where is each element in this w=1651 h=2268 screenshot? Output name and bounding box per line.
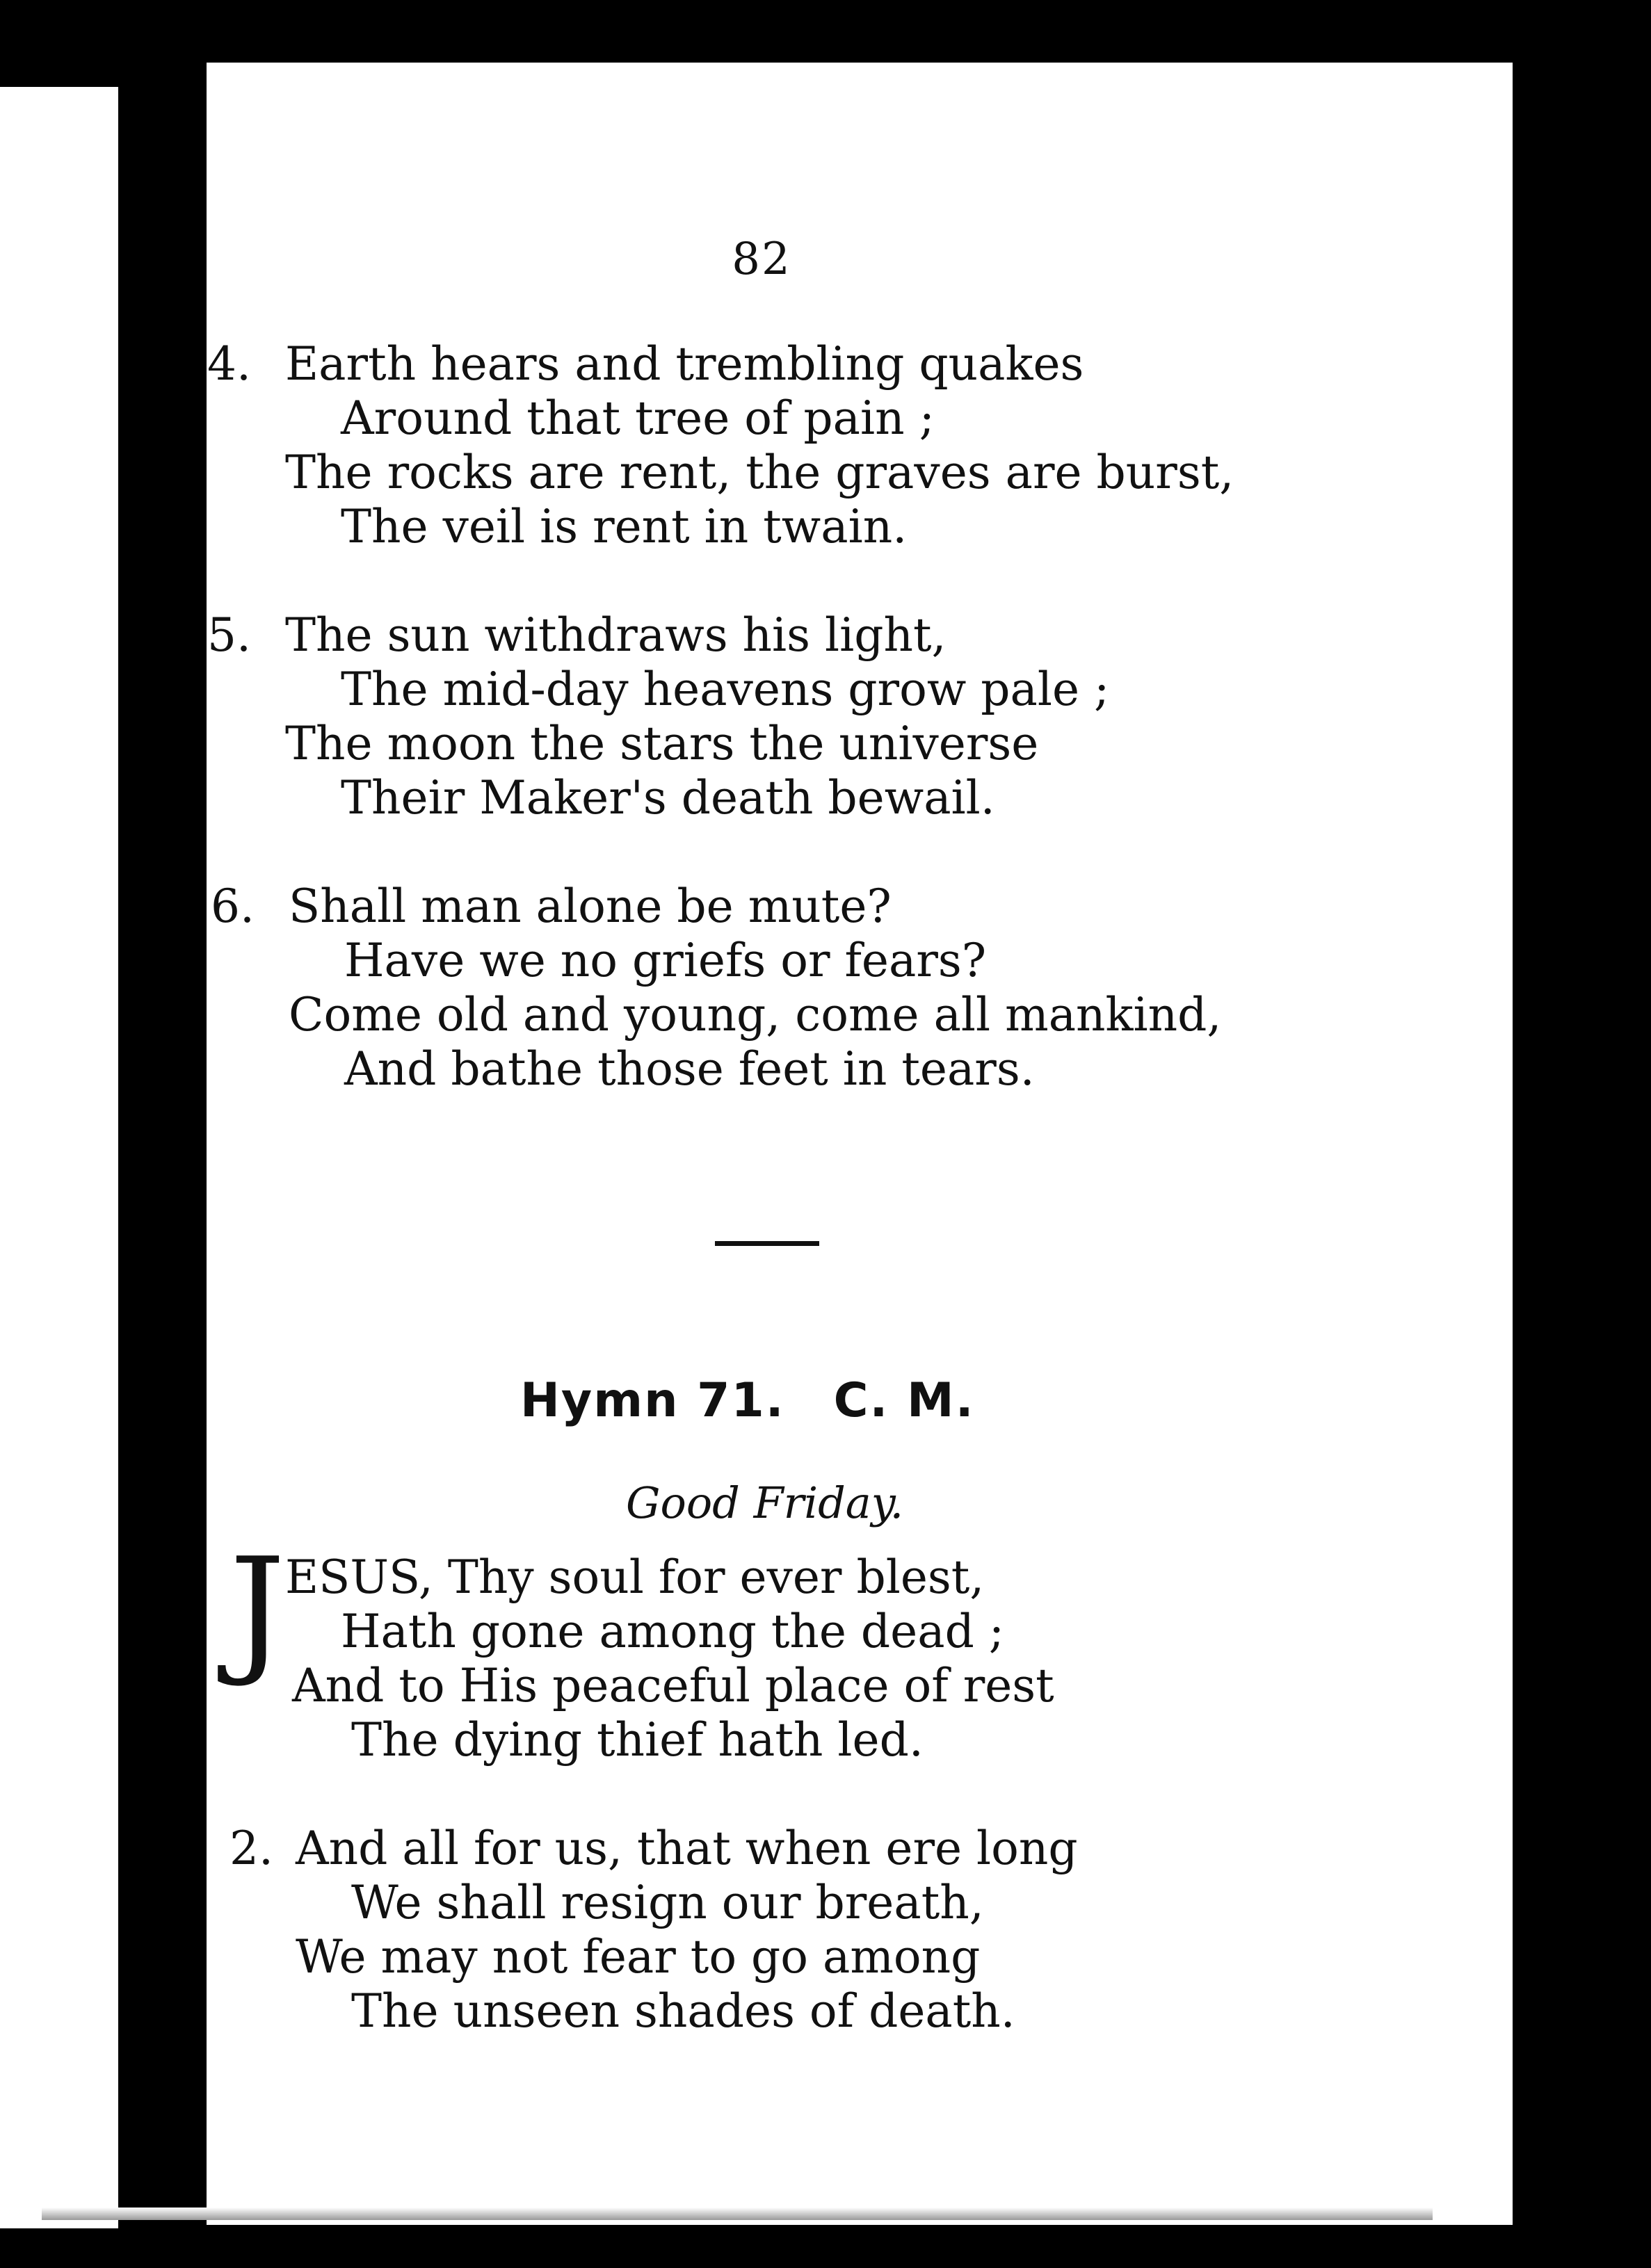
stanza-line: We shall resign our breath,: [351, 1876, 984, 1929]
stanza-line: Come old and young, come all mankind,: [289, 988, 1222, 1042]
stanza-number: 6.: [211, 880, 255, 933]
hymn-metre: C. M.: [833, 1373, 975, 1428]
drop-cap: J: [229, 1528, 286, 1690]
stanza-6: [211, 880, 1222, 1096]
hymn-stanza-2: [229, 1822, 1078, 2039]
stanza-line: The veil is rent in twain.: [341, 500, 908, 553]
section-divider: [715, 1241, 819, 1246]
stanza-line: The rocks are rent, the graves are burst,: [285, 446, 1234, 499]
stanza-number: 2.: [229, 1822, 273, 1875]
line-text: And all for us, that when ere long: [296, 1822, 1078, 1875]
hymn-title: [520, 1373, 975, 1428]
stanza-line: And to His peaceful place of rest: [292, 1659, 1054, 1712]
stanza-line: We may not fear to go among: [296, 1930, 981, 1984]
line-text: Shall man alone be mute?: [289, 880, 892, 933]
stanza-line: [229, 1822, 1078, 1876]
stanza-line: Their Maker's death bewail.: [341, 771, 995, 825]
stanza-number: 5.: [207, 608, 251, 662]
stanza-line: Hath gone among the dead ;: [341, 1605, 1005, 1658]
line-text: The sun withdraws his light,: [285, 608, 947, 662]
hymn-occasion: Good Friday.: [626, 1477, 904, 1528]
stanza-5: [207, 608, 1110, 825]
stanza-line: [207, 337, 1234, 391]
hymn-stanza-1: [285, 1550, 1054, 1767]
stanza-line: The unseen shades of death.: [351, 1984, 1015, 2038]
stanza-line: The moon the stars the universe: [285, 717, 1039, 770]
stanza-line: The dying thief hath led.: [351, 1713, 924, 1767]
stanza-line: ESUS, Thy soul for ever blest,: [285, 1550, 985, 1604]
stanza-line: [207, 608, 1109, 663]
stanza-line: [211, 880, 1221, 934]
page-number: 82: [732, 234, 791, 285]
hymn-number: Hymn 71.: [520, 1373, 785, 1428]
line-text: Earth hears and trembling quakes: [285, 337, 1084, 391]
stanza-line: Have we no griefs or fears?: [344, 934, 987, 987]
stanza-4: [207, 337, 1234, 554]
stanza-line: Around that tree of pain ;: [341, 391, 935, 445]
stanza-line: And bathe those feet in tears.: [344, 1042, 1035, 1096]
stanza-number: 4.: [207, 337, 251, 391]
stanza-line: The mid-day heavens grow pale ;: [341, 663, 1110, 716]
